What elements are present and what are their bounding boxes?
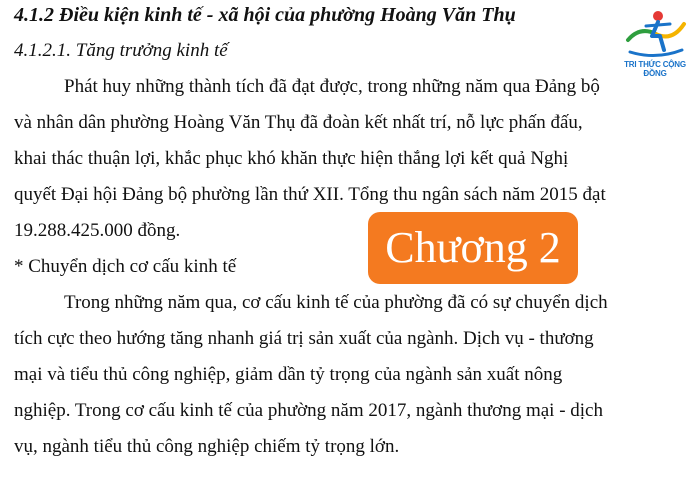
section-heading: 4.1.2 Điều kiện kinh tế - xã hội của phường Hoàng Văn Thụ bbox=[14, 4, 516, 26]
paragraph-line: tích cực theo hướng tăng nhanh giá trị sản xuất của ngành. Dịch vụ - thương bbox=[14, 328, 594, 349]
paragraph-line: Trong những năm qua, cơ cấu kinh tế của phường đã có sự chuyển dịch bbox=[64, 292, 608, 313]
chapter-badge: Chương 2 bbox=[368, 212, 578, 284]
paragraph-line: nghiệp. Trong cơ cấu kinh tế của phường năm 2017, ngành thương mại - dịch bbox=[14, 400, 603, 421]
bullet-text: * Chuyển dịch cơ cấu kinh tế bbox=[14, 256, 237, 277]
paragraph-line: mại và tiểu thủ công nghiệp, giảm dần tỷ trọng của ngành sản xuất nông bbox=[14, 364, 563, 385]
paragraph-line: Phát huy những thành tích đã đạt được, trong những năm qua Đảng bộ bbox=[64, 76, 600, 97]
section-subheading: 4.1.2.1. Tăng trưởng kinh tế bbox=[14, 40, 228, 61]
logo-text: TRI THỨC CỘNG ĐỒNG bbox=[624, 60, 686, 78]
paragraph-line: và nhân dân phường Hoàng Văn Thụ đã đoàn kết nhất trí, nỗ lực phấn đấu, bbox=[14, 112, 583, 133]
paragraph-line: quyết Đại hội Đảng bộ phường lần thứ XII. Tổng thu ngân sách năm 2015 đạt bbox=[14, 184, 606, 205]
paragraph-line: vụ, ngành tiểu thủ công nghiệp chiếm tỷ trọng lớn. bbox=[14, 436, 400, 457]
logo-figure-icon bbox=[616, 6, 694, 60]
paragraph-line: 19.288.425.000 đồng. bbox=[14, 220, 181, 241]
paragraph-line: khai thác thuận lợi, khắc phục khó khăn thực hiện thắng lợi kết quả Nghị bbox=[14, 148, 569, 169]
brand-logo bbox=[616, 6, 694, 88]
